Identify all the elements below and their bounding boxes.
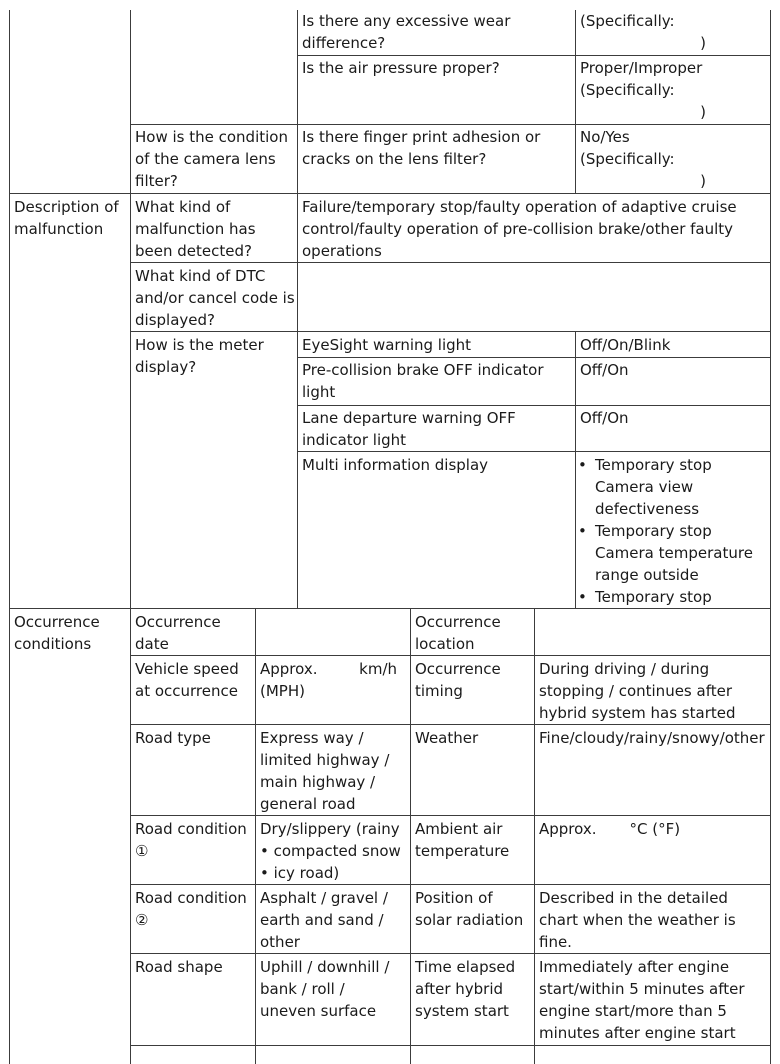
meter-item-pre-collision-options: Off/On bbox=[580, 361, 629, 379]
road-condition-2-label: Road condition ② bbox=[135, 889, 247, 929]
grid-line bbox=[9, 608, 771, 609]
grid-line bbox=[130, 724, 771, 725]
wear-answer-line: (Specifically: bbox=[580, 12, 675, 30]
detected-label: What kind of malfunction has been detected? bbox=[135, 198, 256, 260]
vehicle-speed-label: Vehicle speed at occurrence bbox=[135, 660, 239, 700]
ambient-temp-unit: °C (°F) bbox=[629, 820, 681, 838]
occurrence-timing-label: Occurrence timing bbox=[415, 660, 501, 700]
air-pressure-question: Is the air pressure proper? bbox=[302, 59, 500, 77]
meter-item-eyesight-options: Off/On/Blink bbox=[580, 336, 671, 354]
lens-close: ) bbox=[700, 172, 706, 190]
road-shape-label: Road shape bbox=[135, 958, 223, 976]
occurrence-location-label: Occurrence location bbox=[415, 613, 501, 653]
vehicle-speed-approx: Approx. bbox=[260, 660, 318, 678]
lens-answer bbox=[580, 126, 706, 192]
road-condition-2-value: Asphalt / gravel / earth and sand / other bbox=[260, 889, 388, 951]
grid-line bbox=[410, 608, 411, 1064]
weather-label: Weather bbox=[415, 729, 479, 747]
wear-answer bbox=[580, 10, 706, 54]
wear-answer-close: ) bbox=[700, 34, 706, 52]
grid-line bbox=[130, 10, 131, 1064]
road-type-value: Express way / limited highway / main highway / general road bbox=[260, 729, 390, 813]
grid-line bbox=[9, 193, 771, 194]
grid-line bbox=[297, 451, 771, 452]
solar-position-value: Described in the detailed chart when the weather is fine. bbox=[539, 889, 736, 951]
vehicle-speed-unit: km/h bbox=[359, 660, 397, 678]
grid-line bbox=[575, 331, 576, 608]
ambient-temp-approx: Approx. bbox=[539, 820, 597, 838]
grid-line bbox=[297, 10, 298, 608]
grid-line bbox=[130, 884, 771, 885]
occurrence-timing-value: During driving / during stopping / continues after hybrid system has started bbox=[539, 660, 736, 722]
lens-options: No/Yes bbox=[580, 128, 630, 146]
solar-position-label: Position of solar radiation bbox=[415, 889, 524, 929]
lens-condition-label: How is the condition of the camera lens filter? bbox=[135, 128, 288, 190]
grid-line bbox=[534, 608, 535, 1064]
lens-question: Is there finger print adhesion or cracks on the lens filter? bbox=[302, 128, 541, 168]
air-pressure-options: Proper/Improper bbox=[580, 59, 703, 77]
wear-question: Is there any excessive wear difference? bbox=[302, 12, 511, 52]
grid-line bbox=[255, 608, 256, 1064]
grid-line bbox=[130, 953, 771, 954]
bullet-dot: • bbox=[260, 864, 274, 882]
meter-item-lane-departure: Lane departure warning OFF indicator light bbox=[302, 409, 516, 449]
bullet-dot: • bbox=[260, 842, 274, 860]
dtc-label: What kind of DTC and/or cancel code is displayed? bbox=[135, 267, 295, 329]
road-condition-1-value bbox=[260, 818, 410, 884]
lens-specifically: (Specifically: bbox=[580, 150, 675, 168]
time-elapsed-label: Time elapsed after hybrid system start bbox=[415, 958, 516, 1020]
grid-line bbox=[130, 655, 771, 656]
road-shape-value: Uphill / downhill / bank / roll / uneven surface bbox=[260, 958, 390, 1020]
dtc-value bbox=[302, 265, 764, 325]
detected-value: Failure/temporary stop/faulty operation of adaptive cruise control/faulty operation of pre-collision brake/other faulty operations bbox=[302, 198, 737, 260]
grid-line bbox=[297, 55, 771, 56]
occurrence-section-label: Occurrence conditions bbox=[14, 613, 100, 653]
meter-item-multi-info: Multi information display bbox=[302, 456, 489, 474]
vehicle-speed-unit-alt: (MPH) bbox=[260, 682, 305, 700]
road-condition-1-label: Road condition ① bbox=[135, 820, 247, 860]
air-pressure-answer bbox=[580, 57, 706, 123]
grid-line bbox=[130, 1045, 771, 1046]
road-condition-1-line: Dry/slippery (rainy bbox=[260, 820, 400, 838]
occurrence-date-label: Occurrence date bbox=[135, 613, 221, 653]
road-type-label: Road type bbox=[135, 729, 211, 747]
grid-line bbox=[130, 331, 771, 332]
vehicle-speed-value bbox=[260, 658, 397, 702]
meter-display-label: How is the meter display? bbox=[135, 336, 264, 376]
grid-line bbox=[297, 357, 771, 358]
grid-line bbox=[770, 10, 771, 1064]
mid-message-item: • Temporary stop Camera temperature range outside bbox=[577, 520, 767, 586]
time-elapsed-value: Immediately after engine start/within 5 minutes after engine start/more than 5 minutes after engine start bbox=[539, 958, 745, 1042]
air-pressure-close: ) bbox=[700, 103, 706, 121]
meter-item-eyesight: EyeSight warning light bbox=[302, 336, 472, 354]
grid-line bbox=[575, 10, 576, 193]
mid-message-item: • Temporary stop bbox=[577, 586, 767, 608]
road-condition-1-line: compacted snow bbox=[273, 842, 401, 860]
mid-message-list bbox=[577, 454, 767, 608]
grid-line bbox=[130, 815, 771, 816]
ambient-temp-label: Ambient air temperature bbox=[415, 820, 510, 860]
mid-message-item: • Temporary stop Camera view defectiveness bbox=[577, 454, 767, 520]
malfunction-section-label: Description of malfunction bbox=[14, 198, 119, 238]
road-condition-1-line: icy road) bbox=[273, 864, 340, 882]
air-pressure-specifically: (Specifically: bbox=[580, 81, 675, 99]
grid-line bbox=[130, 262, 771, 263]
weather-value: Fine/cloudy/rainy/snowy/other bbox=[539, 729, 765, 747]
grid-line bbox=[9, 10, 10, 1064]
grid-line bbox=[297, 405, 771, 406]
meter-item-lane-departure-options: Off/On bbox=[580, 409, 629, 427]
grid-line bbox=[130, 124, 771, 125]
ambient-temp-value bbox=[539, 818, 765, 840]
meter-item-pre-collision: Pre-collision brake OFF indicator light bbox=[302, 361, 544, 401]
